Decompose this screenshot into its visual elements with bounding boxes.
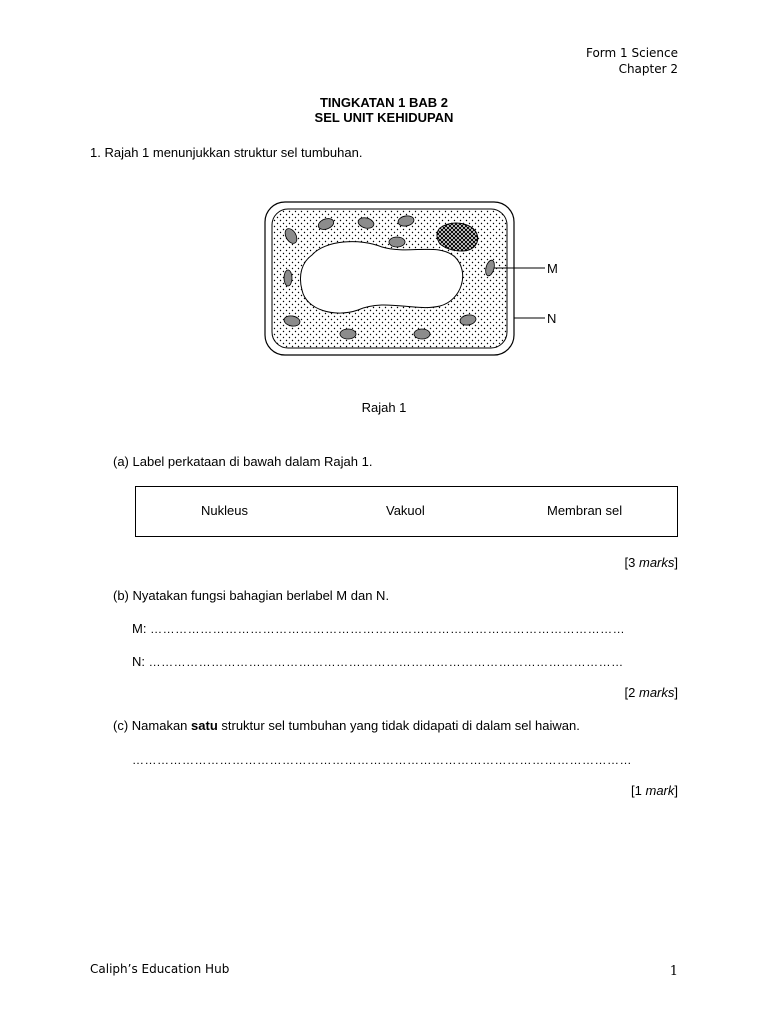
diagram-caption: Rajah 1 [361, 400, 407, 415]
part-b-marks: [2 marks] [624, 685, 678, 700]
label-m: M [547, 261, 558, 276]
answer-m-label: M: [132, 621, 147, 636]
word-bank-box [135, 486, 678, 537]
part-a-marks: [3 marks] [624, 555, 678, 570]
page-number: 1 [669, 964, 678, 979]
title-line-2: SEL UNIT KEHIDUPAN [314, 110, 454, 125]
vacuole [300, 242, 462, 313]
part-c-marks: [1 mark] [631, 783, 678, 798]
answer-n-label: N: [132, 654, 145, 669]
plant-cell-diagram [0, 0, 768, 400]
word-vakuol: Vakuol [386, 503, 425, 518]
header-subject: Form 1 Science [585, 46, 678, 60]
word-nukleus: Nukleus [201, 503, 248, 518]
footer-publisher: Caliph’s Education Hub [90, 962, 230, 976]
answer-line-c[interactable] [132, 752, 632, 768]
header-chapter: Chapter 2 [618, 62, 678, 76]
part-b-prompt: (b) Nyatakan fungsi bahagian berlabel M dan N. [113, 588, 390, 603]
answer-line-n[interactable] [132, 654, 624, 670]
part-c-prompt: (c) Namakan satu struktur sel tumbuhan yang tidak didapati di dalam sel haiwan. [113, 718, 580, 733]
word-membran-sel: Membran sel [547, 503, 623, 518]
answer-line-m[interactable] [132, 621, 625, 637]
label-n: N [547, 311, 557, 326]
part-a-prompt: (a) Label perkataan di bawah dalam Rajah 1. [113, 454, 373, 469]
question-1-prompt: 1. Rajah 1 menunjukkan struktur sel tumbuhan. [90, 145, 363, 160]
answer-n-dots: …………………………………………………………………………………………………… [148, 655, 624, 669]
answer-c-dots: ………………………………………………………………………………………………………… [132, 753, 632, 767]
answer-m-dots: …………………………………………………………………………………………………… [150, 622, 626, 636]
title-line-1: TINGKATAN 1 BAB 2 [319, 95, 449, 110]
